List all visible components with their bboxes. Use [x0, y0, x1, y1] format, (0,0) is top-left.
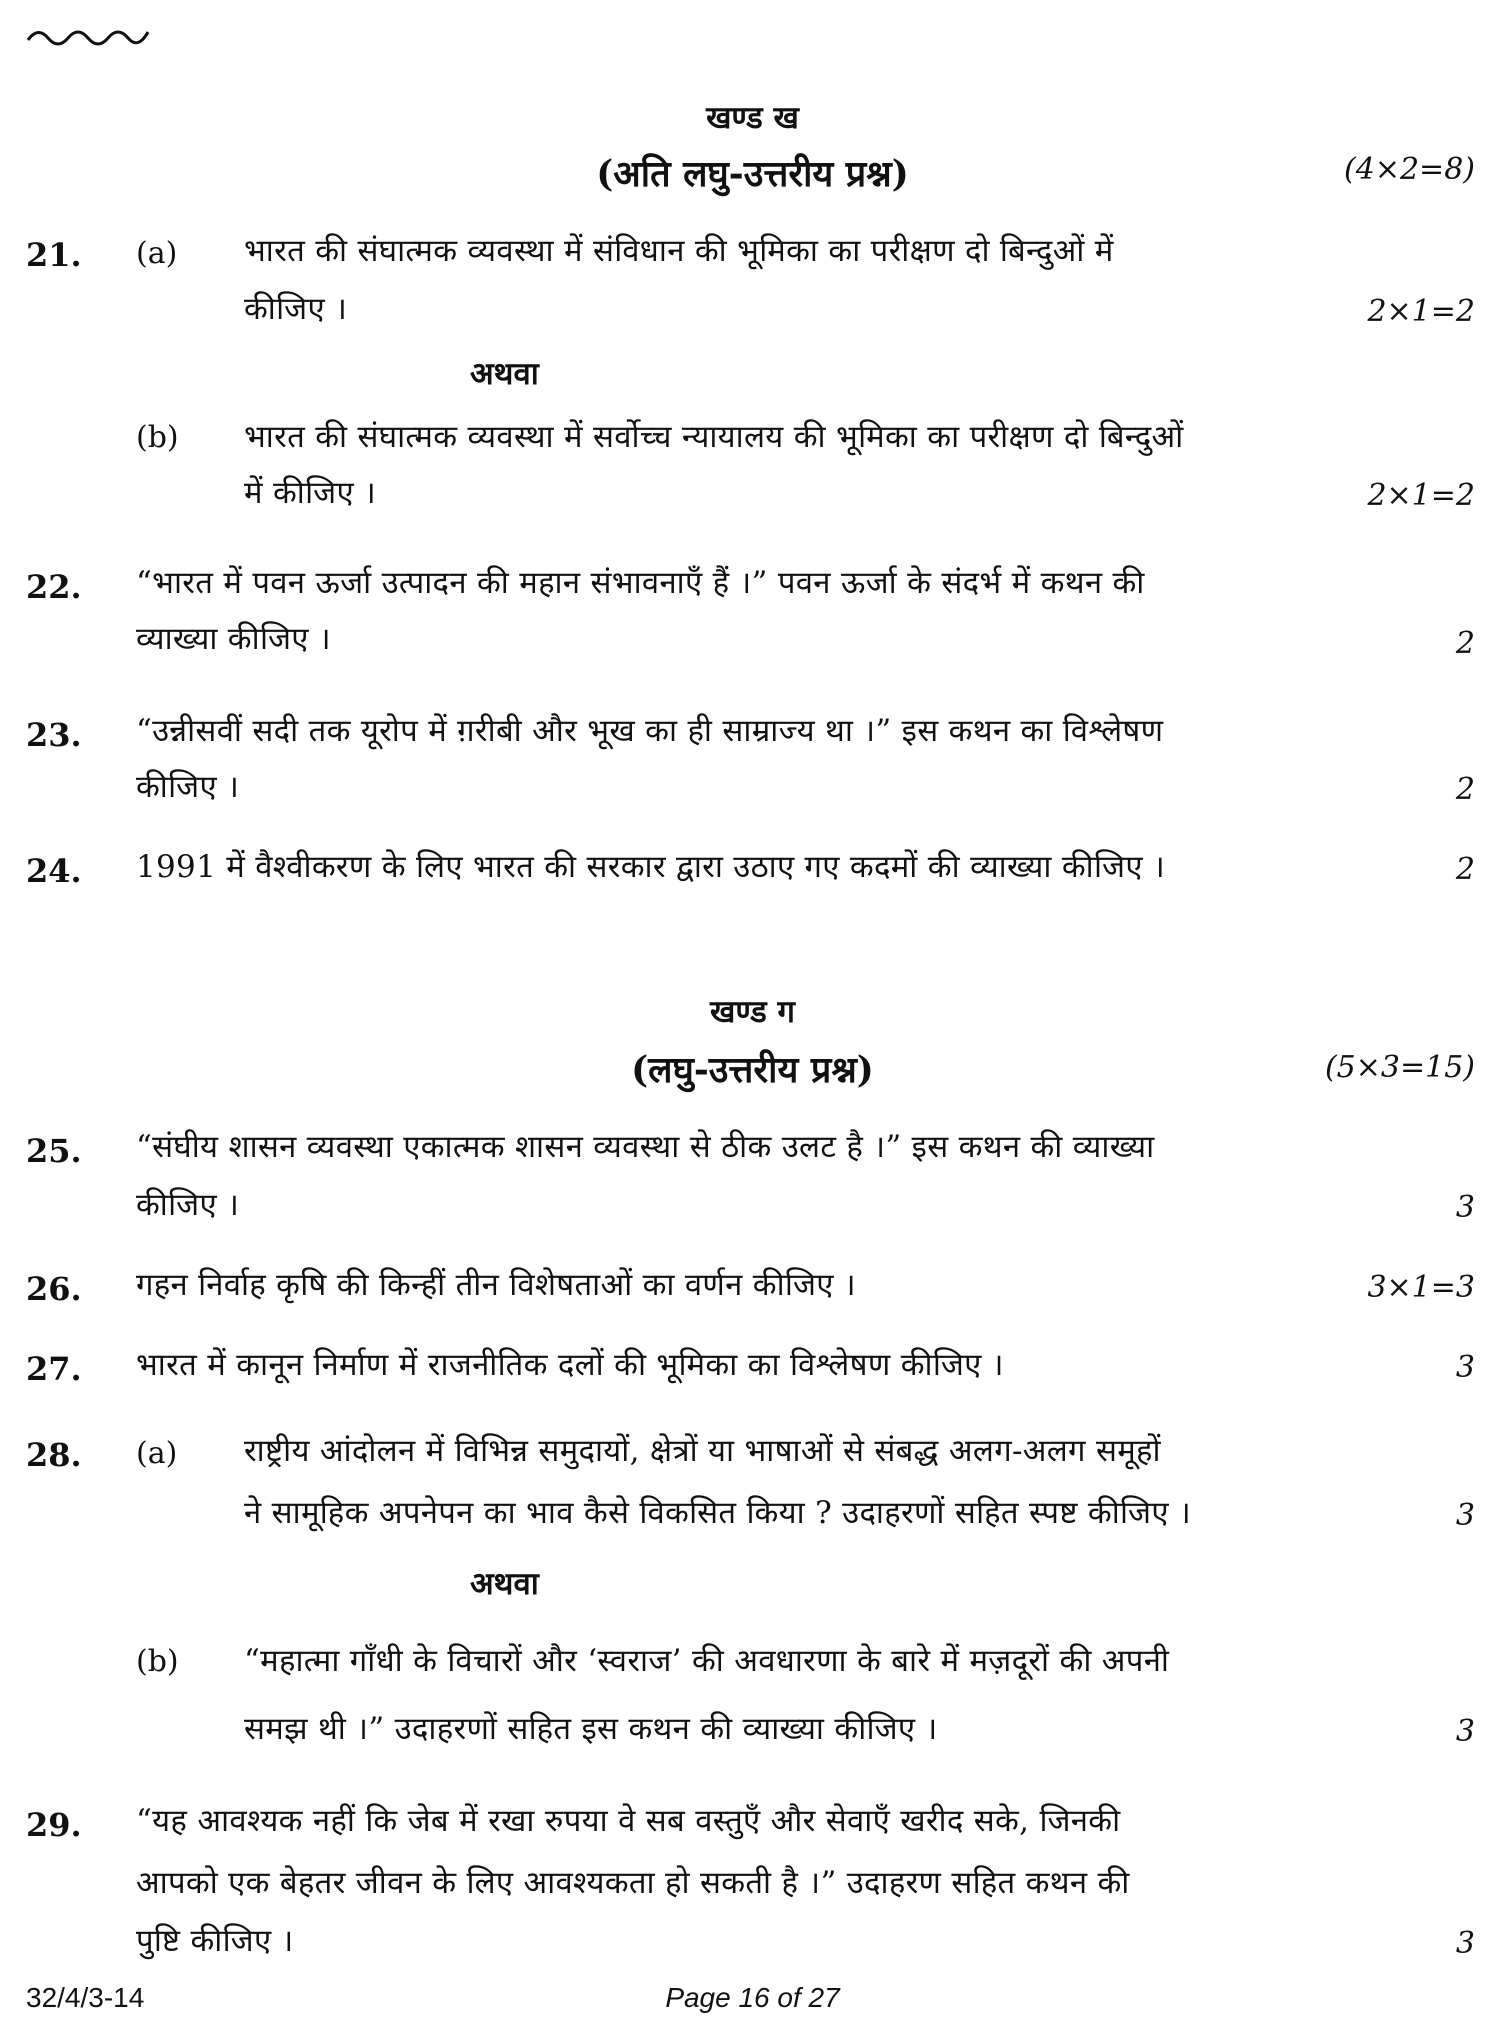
- question-text-line: “महात्मा गाँधी के विचारों और ‘स्वराज’ की अवधारणा के बारे में मज़दूरों की अपनी: [244, 1643, 1170, 1679]
- question-marks: 3: [1455, 1190, 1475, 1225]
- wave-mark-icon: [26, 22, 156, 52]
- question-number: 28.: [26, 1436, 82, 1474]
- question-marks: 2×1=2: [1367, 294, 1475, 329]
- question-text-line: कीजिए ।: [136, 769, 240, 805]
- question-marks: 2×1=2: [1367, 478, 1475, 513]
- question-text-line: गहन निर्वाह कृषि की किन्हीं तीन विशेषताओं का वर्णन कीजिए ।: [136, 1267, 856, 1303]
- question-text-line: राष्ट्रीय आंदोलन में विभिन्न समुदायों, क्षेत्रों या भाषाओं से संबद्ध अलग-अलग समूहों: [244, 1433, 1161, 1469]
- or-label: अथवा: [470, 356, 539, 392]
- question-text-line: व्याख्या कीजिए ।: [136, 621, 331, 657]
- question-text-line: 1991 में वैश्वीकरण के लिए भारत की सरकार द्वारा उठाए गए कदमों की व्याख्या कीजिए ।: [136, 849, 1165, 885]
- section-c-title: खण्ड ग: [710, 994, 795, 1030]
- question-number: 29.: [26, 1806, 82, 1844]
- question-marks: 3×1=3: [1367, 1270, 1475, 1305]
- question-text-line: आपको एक बेहतर जीवन के लिए आवश्यकता हो सकती है ।” उदाहरण सहित कथन की: [136, 1865, 1130, 1901]
- section-c-marks: (5×3=15): [1324, 1050, 1475, 1085]
- page-number: Page 16 of 27: [665, 1982, 840, 2013]
- section-b-title: खण्ड ख: [706, 100, 799, 136]
- question-text-line: कीजिए ।: [136, 1187, 240, 1223]
- question-number: 22.: [26, 568, 82, 606]
- question-text-line: कीजिए ।: [244, 291, 348, 327]
- question-text-line: भारत की संघात्मक व्यवस्था में संविधान की भूमिका का परीक्षण दो बिन्दुओं में: [244, 233, 1114, 269]
- section-b-subtitle: (अति लघु-उत्तरीय प्रश्न): [596, 153, 909, 195]
- paper-code: 32/4/3-14: [26, 1982, 145, 2013]
- question-text-line: “संघीय शासन व्यवस्था एकात्मक शासन व्यवस्था से ठीक उलट है ।” इस कथन की व्याख्या: [136, 1129, 1155, 1165]
- section-c-subtitle: (लघु-उत्तरीय प्रश्न): [631, 1049, 874, 1091]
- question-number: 25.: [26, 1132, 82, 1170]
- question-text-line: पुष्टि कीजिए ।: [136, 1923, 294, 1959]
- question-number: 21.: [26, 236, 82, 274]
- question-text-line: ने सामूहिक अपनेपन का भाव कैसे विकसित किया ? उदाहरणों सहित स्पष्ट कीजिए ।: [244, 1495, 1191, 1531]
- question-marks: 3: [1455, 1498, 1475, 1533]
- option-label: (a): [136, 1436, 178, 1471]
- question-number: 24.: [26, 852, 82, 890]
- option-label: (b): [136, 1644, 179, 1679]
- question-number: 27.: [26, 1350, 82, 1388]
- question-text-line: “उन्नीसवीं सदी तक यूरोप में ग़रीबी और भूख का ही साम्राज्य था ।” इस कथन का विश्लेषण: [136, 713, 1164, 749]
- or-label: अथवा: [470, 1566, 539, 1602]
- question-text-line: समझ थी ।” उदाहरणों सहित इस कथन की व्याख्या कीजिए ।: [244, 1711, 938, 1747]
- option-label: (b): [136, 420, 179, 455]
- question-text-line: “भारत में पवन ऊर्जा उत्पादन की महान संभावनाएँ हैं ।” पवन ऊर्जा के संदर्भ में कथन की: [136, 565, 1145, 601]
- option-label: (a): [136, 236, 178, 271]
- question-marks: 3: [1455, 1926, 1475, 1961]
- question-number: 26.: [26, 1270, 82, 1308]
- question-marks: 3: [1455, 1714, 1475, 1749]
- question-text-line: में कीजिए ।: [244, 475, 377, 511]
- question-number: 23.: [26, 716, 82, 754]
- question-text-line: “यह आवश्यक नहीं कि जेब में रखा रुपया वे सब वस्तुएँ और सेवाएँ खरीद सके, जिनकी: [136, 1803, 1121, 1839]
- question-text-line: भारत की संघात्मक व्यवस्था में सर्वोच्च न्यायालय की भूमिका का परीक्षण दो बिन्दुओं: [244, 419, 1184, 455]
- question-marks: 2: [1455, 772, 1475, 807]
- question-text-line: भारत में कानून निर्माण में राजनीतिक दलों की भूमिका का विश्लेषण कीजिए ।: [136, 1347, 1004, 1383]
- question-marks: 3: [1455, 1350, 1475, 1385]
- section-b-marks: (4×2=8): [1344, 152, 1475, 187]
- question-marks: 2: [1455, 626, 1475, 661]
- question-marks: 2: [1455, 852, 1475, 887]
